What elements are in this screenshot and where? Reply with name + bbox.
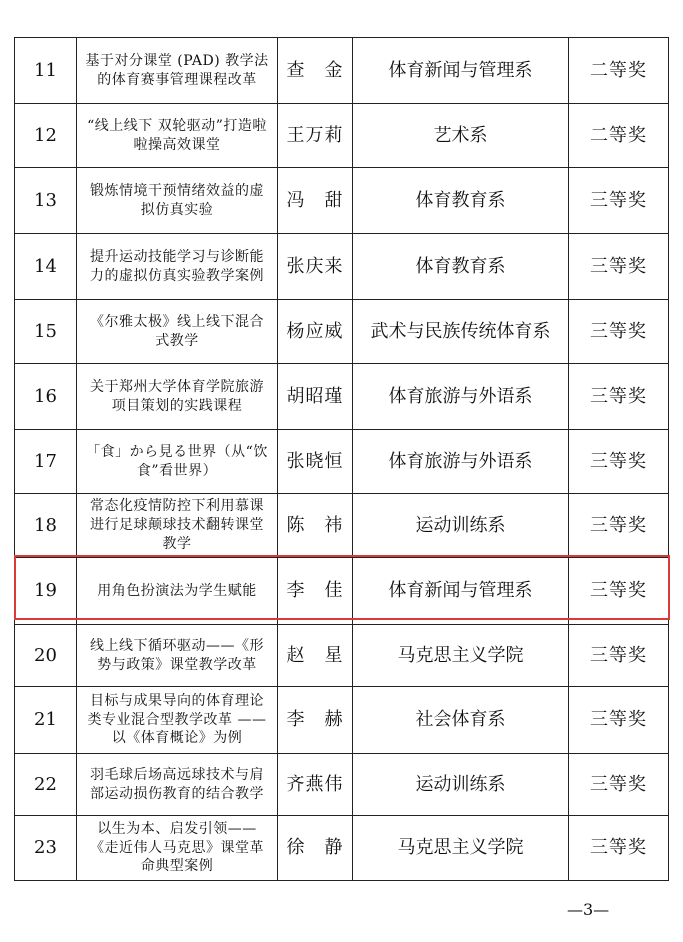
teacher-name: 李 佳 [278, 558, 353, 625]
page-number: —3— [567, 900, 610, 919]
award-level: 三等奖 [569, 234, 669, 300]
department: 体育教育系 [353, 168, 569, 234]
award-level: 三等奖 [569, 687, 669, 754]
award-level: 三等奖 [569, 494, 669, 558]
department: 马克思主义学院 [353, 625, 569, 687]
award-level: 三等奖 [569, 816, 669, 881]
teacher-name: 李 赫 [278, 687, 353, 754]
project-title: 以生为本、启发引领——《走近伟人马克思》课堂革命典型案例 [77, 816, 278, 881]
row-number: 11 [15, 38, 77, 104]
table-row [15, 494, 669, 558]
project-title: 羽毛球后场高远球技术与肩部运动损伤教育的结合教学 [77, 754, 278, 816]
department: 马克思主义学院 [353, 816, 569, 881]
awards-table [14, 37, 669, 881]
project-title: 「食」から見る世界（从“饮食”看世界） [77, 430, 278, 494]
department: 社会体育系 [353, 687, 569, 754]
row-number: 17 [15, 430, 77, 494]
department: 体育旅游与外语系 [353, 364, 569, 430]
table-row-highlighted [15, 558, 669, 625]
project-title: 关于郑州大学体育学院旅游项目策划的实践课程 [77, 364, 278, 430]
row-number: 20 [15, 625, 77, 687]
project-title: “线上线下 双轮驱动”打造啦啦操高效课堂 [77, 104, 278, 168]
department: 运动训练系 [353, 754, 569, 816]
award-level: 三等奖 [569, 558, 669, 625]
table-row [15, 104, 669, 168]
row-number: 21 [15, 687, 77, 754]
table-row [15, 364, 669, 430]
project-title: 目标与成果导向的体育理论类专业混合型教学改革 ——以《体育概论》为例 [77, 687, 278, 754]
table-row [15, 234, 669, 300]
project-title: 常态化疫情防控下利用慕课进行足球颠球技术翻转课堂教学 [77, 494, 278, 558]
row-number: 15 [15, 300, 77, 364]
award-level: 二等奖 [569, 38, 669, 104]
row-number: 14 [15, 234, 77, 300]
teacher-name: 徐 静 [278, 816, 353, 881]
table-row [15, 687, 669, 754]
project-title: 线上线下循环驱动——《形势与政策》课堂教学改革 [77, 625, 278, 687]
award-level: 二等奖 [569, 104, 669, 168]
department: 运动训练系 [353, 494, 569, 558]
teacher-name: 张庆来 [278, 234, 353, 300]
row-number: 19 [15, 558, 77, 625]
teacher-name: 齐燕伟 [278, 754, 353, 816]
project-title: 《尔雅太极》线上线下混合式教学 [77, 300, 278, 364]
teacher-name: 王万莉 [278, 104, 353, 168]
teacher-name: 陈 祎 [278, 494, 353, 558]
teacher-name: 冯 甜 [278, 168, 353, 234]
department: 体育旅游与外语系 [353, 430, 569, 494]
project-title: 锻炼情境干预情绪效益的虚拟仿真实验 [77, 168, 278, 234]
award-level: 三等奖 [569, 754, 669, 816]
award-level: 三等奖 [569, 625, 669, 687]
table-row [15, 300, 669, 364]
row-number: 12 [15, 104, 77, 168]
table-row [15, 816, 669, 881]
table-row [15, 38, 669, 104]
award-level: 三等奖 [569, 430, 669, 494]
teacher-name: 赵 星 [278, 625, 353, 687]
teacher-name: 杨应威 [278, 300, 353, 364]
row-number: 16 [15, 364, 77, 430]
department: 体育新闻与管理系 [353, 558, 569, 625]
table-row [15, 168, 669, 234]
department: 武术与民族传统体育系 [353, 300, 569, 364]
table-row [15, 430, 669, 494]
row-number: 13 [15, 168, 77, 234]
award-level: 三等奖 [569, 364, 669, 430]
row-number: 22 [15, 754, 77, 816]
row-number: 18 [15, 494, 77, 558]
award-level: 三等奖 [569, 168, 669, 234]
table-row [15, 754, 669, 816]
award-level: 三等奖 [569, 300, 669, 364]
awards-table-body [15, 38, 669, 881]
department: 体育教育系 [353, 234, 569, 300]
teacher-name: 张晓恒 [278, 430, 353, 494]
project-title: 基于对分课堂 (PAD) 教学法的体育赛事管理课程改革 [77, 38, 278, 104]
department: 体育新闻与管理系 [353, 38, 569, 104]
teacher-name: 查 金 [278, 38, 353, 104]
teacher-name: 胡昭瑾 [278, 364, 353, 430]
project-title: 提升运动技能学习与诊断能力的虚拟仿真实验教学案例 [77, 234, 278, 300]
table-row [15, 625, 669, 687]
department: 艺术系 [353, 104, 569, 168]
project-title: 用角色扮演法为学生赋能 [77, 558, 278, 625]
row-number: 23 [15, 816, 77, 881]
